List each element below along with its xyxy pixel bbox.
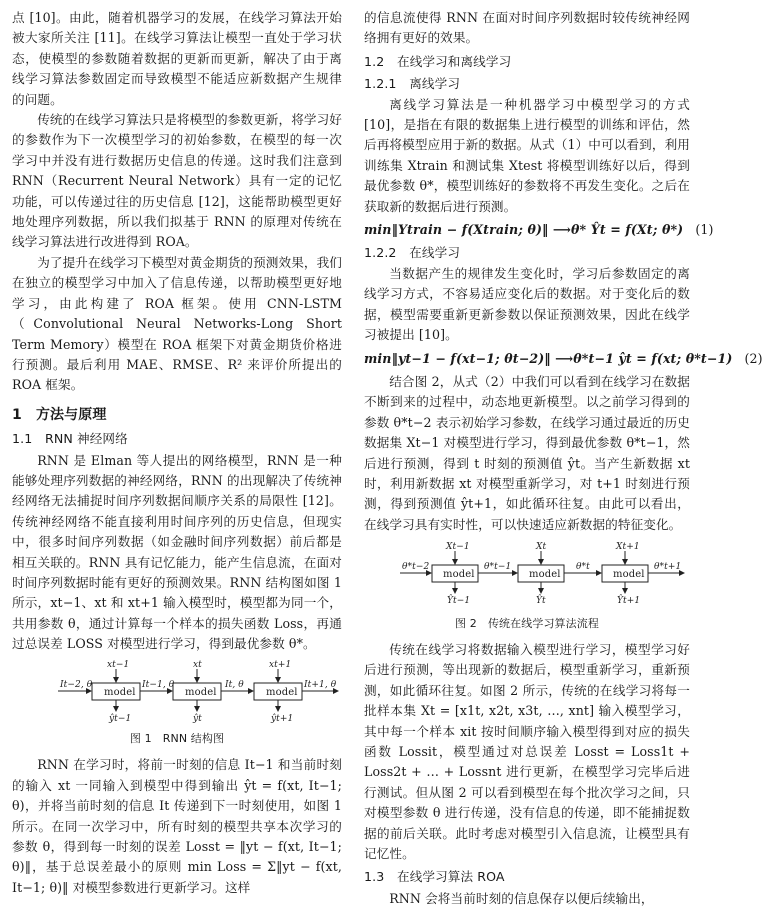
state-label: It, θ (225, 679, 244, 690)
section-heading: 1 方法与原理 (12, 406, 107, 423)
state-label: θ*t−2 (402, 562, 430, 573)
output-label: ŷt+1 (271, 713, 294, 724)
equation-number: (2) (744, 350, 763, 366)
equation-body: min‖yt−1 − f(xt−1; θt−2)‖ ⟶θ*t−1 ŷt = f(xt; θ*t−1) (364, 350, 733, 366)
rnn-diagram (12, 659, 342, 724)
input-label: xt−1 (107, 659, 130, 670)
equation-2 (364, 349, 763, 369)
model-label: model (185, 686, 217, 698)
paragraph: 当数据产生的规律发生变化时，学习后参数固定的离线学习方式，不容易适应变化后的数据。对于变化后的数据，模型需要重新更新参数以保证预测效果，因此在线学习被提出 [10]。 (364, 265, 690, 343)
figure-caption: 图 1 RNN 结构图 (129, 732, 225, 745)
state-label: It+1, θ (304, 679, 337, 690)
equation-number: (1) (695, 222, 714, 238)
model-label: model (266, 686, 298, 698)
output-label: ŷt (193, 713, 202, 724)
paragraph: 传统在线学习将数据输入模型进行学习，模型学习好后进行预测，等出现新的数据后，模型重新学习，重新预测，如此循环往复。如图 2 所示，传统的在线学习将每一批样本集 Xt = [x1t, x2t, x3t, …, xnt] 输入模型学习，其中每一个样本 xit 按时间顺序输入模型得到对应的损失函数 Lossit，模型通过对总误差 Losst = Loss1t + Loss2t + … + Lossnt 进行更新，在模型学习完毕后进行测试。但从图 2 可以看到模型在每个批次学习之间，只对模型参数 θ 进行传递，没有信息的传递，即不能捕捉数据的前后关联。此时考虑对模型引入信息流，让模型具有记忆性。 (364, 641, 690, 862)
model-label: model (443, 569, 475, 581)
paragraph: 的信息流使得 RNN 在面对时间序列数据时较传统神经网络拥有更好的效果。 (364, 10, 690, 46)
subsubsection-heading: 1.2.1 离线学习 (364, 76, 461, 92)
paragraph: 为了提升在线学习下模型对黄金期货的预测效果，我们在独立的模型学习中加入了信息传递，以帮助模型更好地学习，由此构建了 ROA 框架。使用 CNN-LSTM（Convolutional Neural Networks-Long Short Term Memory）模型在 ROA 框架下对黄金期货价格进行预测。最后利用 MAE、RMSE、R² 来评价所提出的 ROA 框架。 (12, 254, 342, 393)
input-label: xt (193, 659, 202, 670)
paragraph: RNN 在学习时，将前一时刻的信息 It−1 和当前时刻的输入 xt 一同输入到模型中得到输出 ŷt = f(xt, It−1; θ)，并将当前时刻的信息 It 传递到下一时刻使用，如图 1 所示。在同一次学习中，所有时刻的模型共享本次学习的参数 θ，得到每一时刻的误差 Losst = ‖yt − f(xt, It−1; θ)‖，基于总误差最小的原则 min Loss = Σ‖yt − f(xt, It−1; θ)‖ 对模型参数进行更新学习。这样 (12, 757, 342, 895)
state-label: θ*t−1 (484, 562, 512, 573)
model-label: model (613, 569, 645, 581)
input-label: Xt+1 (616, 542, 640, 553)
state-label: It−1, θ (142, 679, 175, 690)
equation-1 (364, 220, 714, 240)
state-label: θ*t+1 (654, 562, 682, 573)
state-label: It−2, θ (60, 679, 93, 690)
output-label: ŷt−1 (109, 713, 132, 724)
paragraph: 离线学习算法是一种机器学习中模型学习的方式 [10]，是指在有限的数据集上进行模型的训练和评估，然后再将模型应用于新的数据。从式（1）中可以看到，利用训练集 Xtrain 和测试集 Xtest 将模型训练好以后，得到最优参数 θ*，模型训练好的参数将不再发生变化。之后在获取新的数据后进行预测。 (364, 96, 690, 214)
subsubsection-heading: 1.2.2 在线学习 (364, 245, 461, 261)
subsection-heading: 1.1 RNN 神经网络 (12, 431, 128, 447)
output-label: Ŷt−1 (447, 596, 471, 607)
figure-1-rnn-structure (12, 659, 342, 727)
paragraph: 传统的在线学习算法只是将模型的参数更新，将学习好的参数作为下一次模型学习的初始参数，在模型的每一次学习中并没有进行数据历史信息的传递。这时我们注意到 RNN（Recurrent Neural Network）具有一定的记忆功能，可以传递过往的历史信息 [12]，这能帮助模型更好地处理序列数据，所以我们拟基于 RNN 的原理对传统在线学习算法进行改进得到 ROA。 (12, 112, 342, 250)
figure-caption: 图 2 传统在线学习算法流程 (455, 616, 599, 630)
equation-body: min‖Ytrain − f(Xtrain; θ)‖ ⟶θ* Ŷt = f(Xt; θ*) (364, 222, 684, 238)
figure-2-online-learning-flow (364, 539, 690, 611)
model-label: model (529, 569, 561, 581)
online-learning-diagram (364, 539, 690, 605)
paragraph: 点 [10]。由此，随着机器学习的发展，在线学习算法开始被大家所关注 [11]。在线学习算法让模型一直处于学习状态，使模型的参数随着数据的更新而更新，解决了由于离线学习算法参数固定而导致模型不能适应新数据产生规律的问题。 (12, 10, 342, 107)
right-column (364, 8, 763, 909)
input-label: xt+1 (269, 659, 292, 670)
output-label: Ŷt+1 (617, 596, 641, 607)
input-label: Xt (536, 542, 547, 553)
subsection-heading: 1.2 在线学习和离线学习 (364, 53, 512, 69)
paragraph: RNN 会将当前时刻的信息保存以便后续输出， (389, 890, 654, 906)
input-label: Xt−1 (446, 542, 470, 553)
subsection-heading: 1.3 在线学习算法 ROA (364, 869, 505, 885)
paragraph: RNN 是 Elman 等人提出的网络模型，RNN 是一种能够处理序列数据的神经网络，RNN 的出现解决了传统神经网络无法捕捉时间序列数据间顺序关系的局限性 [12]。传统神经网络不能直接利用时间序列的历史信息，但现实中，很多时间序列数据（如金融时间序列数据）前后都是相互关联的。RNN 具有记忆能力，能产生信息流，在面对时间序列数据时能有更好的预测效果。RNN 结构图如图 1 所示，xt−1、xt 和 xt+1 输入模型时，模型都为同一个，共用参数 θ，通过计算每一个样本的损失函数 Loss，再通过总误差 LOSS 对模型进行学习，得到最优参数 θ*。 (12, 452, 342, 652)
model-label: model (104, 686, 136, 698)
paragraph: 结合图 2，从式（2）中我们可以看到在线学习在数据不断到来的过程中，动态地更新模型。以之前学习得到的参数 θ*t−2 表示初始学习参数，在线学习通过最近的历史数据集 Xt−1 对模型进行学习，得到最优参数 θ*t−1，然后进行预测，得到 t 时刻的预测值 ŷt。当产生新数据 xt 时，利用新数据 xt 对模型重新学习，对 t+1 时刻进行预测，得到预测值 ŷt+1，如此循环往复。由此可以看出，在线学习具有实时性，可以快速适应新数据的特征变化。 (364, 373, 690, 532)
left-column (12, 8, 342, 898)
state-label: θ*t (576, 562, 590, 573)
output-label: Ŷt (536, 596, 546, 607)
